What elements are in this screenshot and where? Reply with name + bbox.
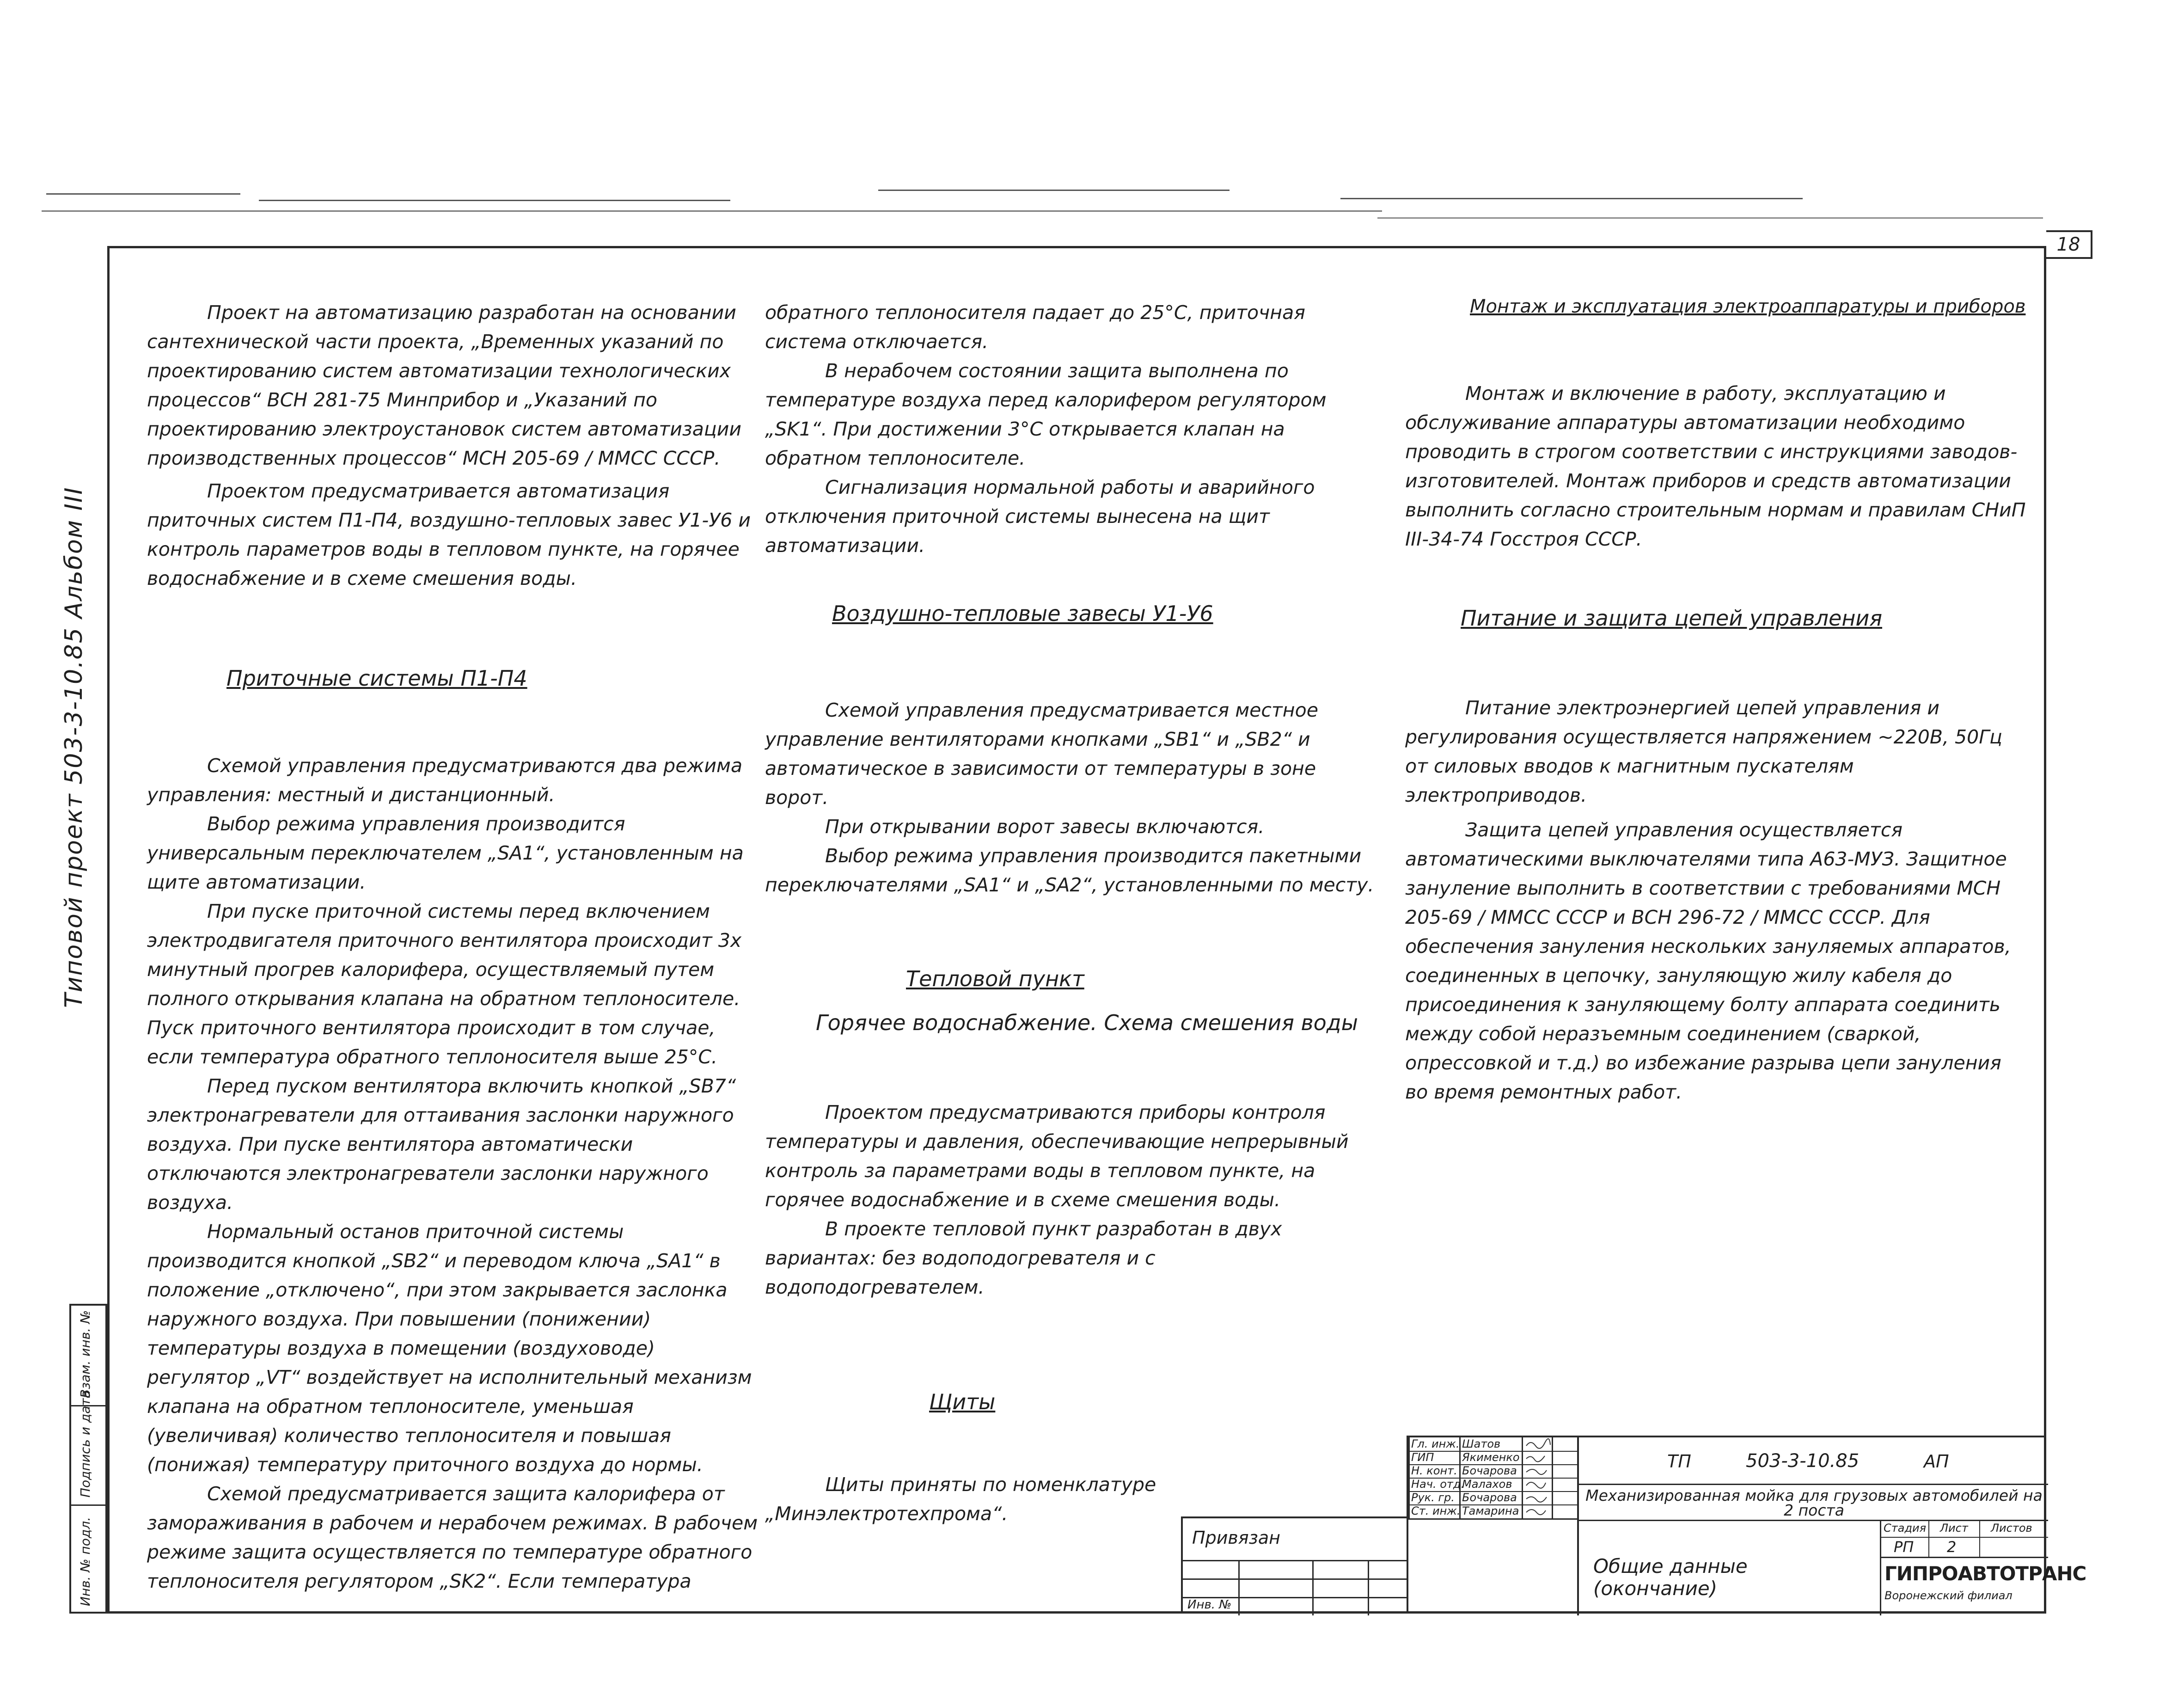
paragraph: Проектом предусматривается автоматизация приточных систем П1-П4, воздушно-тепловых завес У1-У6 и контроль параметров воды в тепловом пункте, на горячее водоснабжение и в схеме смешения воды.: [147, 480, 751, 589]
doc-code: 503-3-10.85: [1746, 1450, 1860, 1472]
privyazan-label: Привязан: [1192, 1528, 1280, 1548]
paragraph: При пуске приточной системы перед включением электродвигателя приточного вентилятора происходит 3х минутный прогрев калорифера, осуществляемый путем полного открывания клапана на обратном теплоносителе. Пуск приточного вентилятора происходит в том случае, если температура обратного теплоносителя выше 25°С.: [147, 900, 742, 1068]
paragraph: Выбор режима управления производится универсальным переключателем „SA1“, установленным на щите автоматизации.: [147, 813, 744, 893]
paragraph: Перед пуском вентилятора включить кнопкой „SB7“ электронагреватели для оттаивания заслонки наружного воздуха. При пуске вентилятора автоматически отключаются электронагреватели заслонки наружного воздуха.: [147, 1075, 736, 1214]
role-label: Н. конт.: [1411, 1464, 1457, 1477]
role-label: Гл. инж.: [1411, 1437, 1460, 1450]
person-name: Шатов: [1462, 1437, 1501, 1450]
side-stamp-inv: Инв. № подл.: [78, 1516, 93, 1606]
paragraph: В проекте тепловой пункт разработан в двух вариантах: без водоподогревателя и с водоподогревателем.: [765, 1218, 1282, 1298]
column-3-body: [1405, 694, 2027, 1107]
section-heading: Монтаж и эксплуатация электроаппаратуры и приборов: [1470, 296, 2026, 317]
person-name: Бочарова: [1462, 1464, 1517, 1477]
section-heading: Горячее водоснабжение. Схема смешения воды: [816, 1010, 1358, 1035]
scan-line: [878, 190, 1230, 191]
stage-value: РП: [1894, 1538, 1914, 1556]
role-label: Рук. гр.: [1411, 1491, 1455, 1504]
paragraph: Защита цепей управления осуществляется автоматическими выключателями типа А63-МУЗ. Защитное зануление выполнить в соответствии с требованиями МСН 205-69 / ММСС СССР и ВСН 296-72 / ММСС СССР. Для обеспечения зануления нескольких зануляемых аппаратов, соединенных в цепочку, зануляющую жилу кабеля до присоединения к зануляющему болту аппарата соединить между собой неразъемным соединением (сваркой, опрессовкой и т.д.) во избежание разрыва цепи зануления во время ремонтных работ.: [1405, 819, 2011, 1103]
paragraph: Выбор режима управления производится пакетными переключателями „SA1“ и „SA2“, установленными по месту.: [765, 845, 1374, 896]
stage-header: Стадия: [1884, 1522, 1927, 1535]
tp-label: ТП: [1667, 1451, 1691, 1472]
paragraph: Сигнализация нормальной работы и аварийного отключения приточной системы вынесена на щит автоматизации.: [765, 476, 1315, 557]
section-heading: Питание и защита цепей управления: [1461, 606, 1883, 631]
sheet-value: 2: [1947, 1538, 1957, 1556]
side-label: Типовой проект 503-3-10.85 Альбом III: [60, 486, 88, 1008]
paragraph: Схемой предусматривается защита калорифера от замораживания в рабочем и нерабочем режимах. В рабочем режиме защита осуществляется по температуре обратного теплоносителя регулятором „SK2“. Если температура: [147, 1483, 758, 1592]
column-2-body-2: [765, 1098, 1380, 1302]
paragraph: Щиты приняты по номенклатуре „Минэлектротехпрома“.: [765, 1473, 1156, 1525]
inv-label: Инв. №: [1187, 1598, 1232, 1612]
sheet-number: 18: [2046, 230, 2092, 259]
signatures: [1524, 1437, 1552, 1518]
scan-line: [42, 210, 1382, 212]
column-2: [765, 298, 1380, 560]
project-title: Механизированная мойка для грузовых автомобилей на 2 поста: [1585, 1486, 2043, 1519]
sheet-header: Лист: [1940, 1522, 1968, 1535]
section-heading: Щиты: [929, 1389, 996, 1414]
role-label: Ст. инж.: [1411, 1504, 1461, 1517]
section-heading: Тепловой пункт: [906, 966, 1084, 991]
privyazan-box: [1181, 1516, 1407, 1614]
column-3: [1405, 379, 2027, 554]
paragraph: Монтаж и включение в работу, эксплуатацию и обслуживание аппаратуры автоматизации необходимо проводить в строгом соответствии с инструкциями заводов-изготовителей. Монтаж приборов и средств автоматизации выполнить согласно строительным нормам и правилам СНиП III-34-74 Госстроя СССР.: [1405, 382, 2026, 550]
column-1: [147, 298, 762, 593]
paragraph: Схемой управления предусматривается местное управление вентиляторами кнопками „SB1“ и „SB2“ и автоматическое в зависимости от температуры в зоне ворот.: [765, 699, 1318, 809]
paragraph: Нормальный останов приточной системы производится кнопкой „SB2“ и переводом ключа „SA1“ в положение „отключено“, при этом закрывается заслонка наружного воздуха. При повышении (понижении) температуры воздуха в помещении (воздуховоде) регулятор „VT“ воздействует на исполнительный механизм клапана на обратном теплоносителе, уменьшая (увеличивая) количество теплоносителя и повышая (понижая) температуру приточного воздуха до нормы.: [147, 1221, 752, 1476]
column-1-body: [147, 751, 762, 1596]
organization: ГИПРОАВТОТРАНС: [1884, 1562, 2086, 1585]
column-2-body: [765, 696, 1380, 900]
side-stamp-replace: Взам. инв. №: [78, 1310, 93, 1398]
person-name: Тамарина: [1462, 1504, 1519, 1517]
scan-line: [259, 200, 730, 201]
side-stamp-sign: Подпись и дата: [78, 1390, 93, 1498]
paragraph: При открывании ворот завесы включаются.: [825, 816, 1265, 838]
paragraph: Схемой управления предусматриваются два режима управления: местный и дистанционный.: [147, 755, 743, 806]
mark: АП: [1924, 1451, 1949, 1472]
paragraph: обратного теплоносителя падает до 25°С, приточная система отключается.: [765, 301, 1305, 353]
person-name: Бочарова: [1462, 1491, 1517, 1504]
title-block: [1407, 1436, 2086, 1614]
scan-line: [46, 193, 240, 195]
side-stamp: [69, 1304, 107, 1614]
scan-line: [1377, 217, 2043, 219]
section-heading: Воздушно-тепловые завесы У1-У6: [832, 601, 1213, 626]
sheets-header: Листов: [1991, 1522, 2032, 1535]
branch: Воронежский филиал: [1884, 1589, 2013, 1602]
paragraph: В нерабочем состоянии защита выполнена по температуре воздуха перед калорифером регулятором „SK1“. При достижении 3°С открывается клапан на обратном теплоносителе.: [765, 360, 1327, 469]
paragraph: Проект на автоматизацию разработан на основании сантехнической части проекта, „Временных указаний по проектированию систем автоматизации технологических процессов“ ВСН 281-75 Минприбор и „Указаний по проектированию электроустановок систем автоматизации производственных процессов“ МСН 205-69 / ММСС СССР.: [147, 301, 742, 469]
person-name: Якименко: [1462, 1451, 1520, 1464]
side-stamp-divider: [71, 1504, 105, 1506]
role-label: Нач. отд.: [1411, 1478, 1465, 1491]
paragraph: Проектом предусматриваются приборы контроля температуры и давления, обеспечивающие непрерывный контроль за параметрами воды в тепловом пункте, на горячее водоснабжение и в схеме смешения воды.: [765, 1101, 1349, 1211]
role-label: ГИП: [1411, 1451, 1434, 1464]
paragraph: Питание электроэнергией цепей управления и регулирования осуществляется напряжением ~220В, 50Гц от силовых вводов к магнитным пускателям электроприводов.: [1405, 697, 2002, 806]
scan-line: [1340, 198, 1803, 199]
person-name: Малахов: [1462, 1478, 1512, 1491]
doc-title: Общие данные (окончание): [1593, 1555, 1748, 1600]
section-heading: Приточные системы П1-П4: [226, 666, 527, 691]
